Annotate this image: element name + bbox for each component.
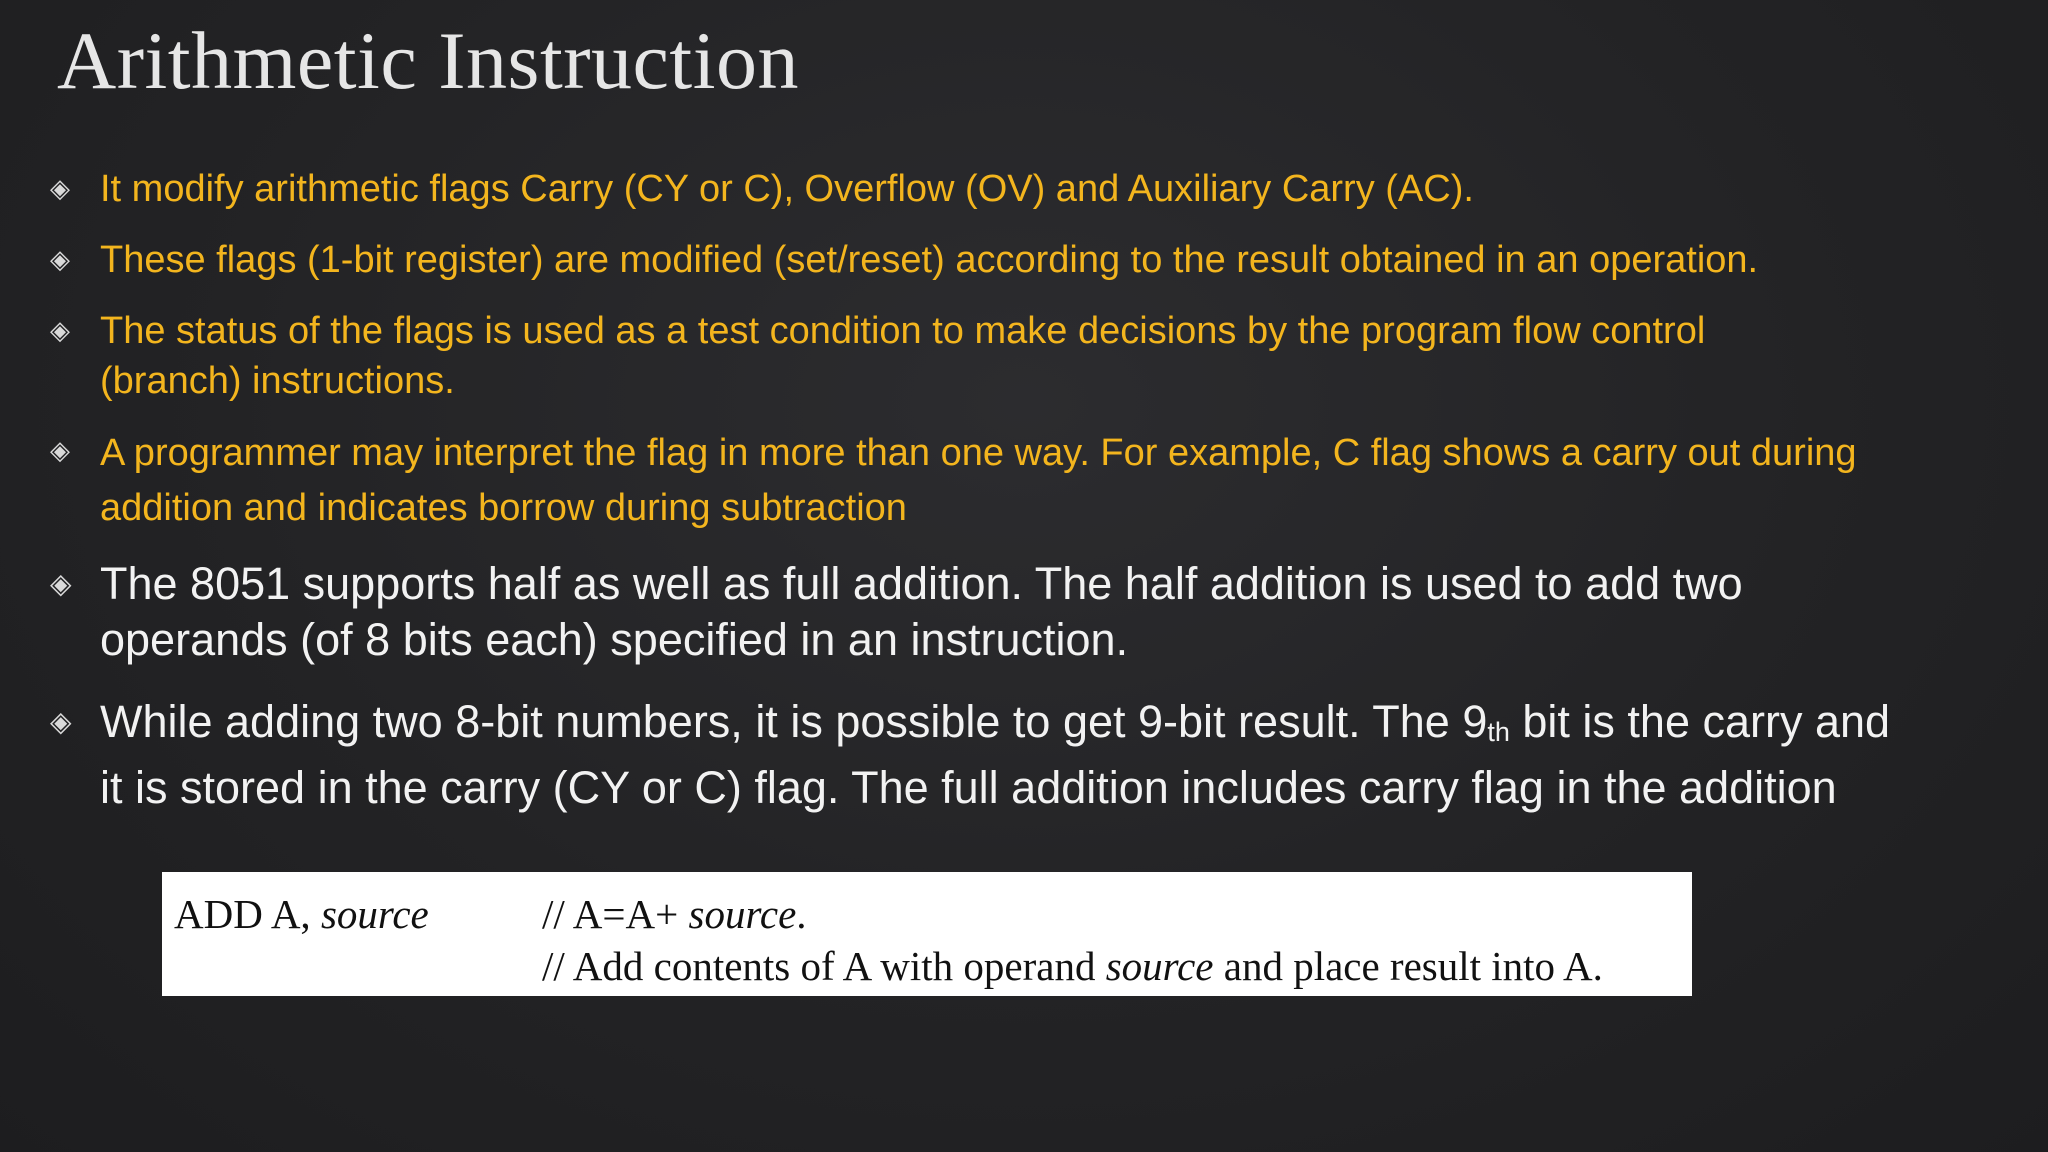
bullet-item <box>50 164 1950 214</box>
bullet-text: These flags (1-bit register) are modified (set/reset) according to the result obtained in an operation. <box>100 239 1759 281</box>
instruction-comment-1: // A=A+ source. <box>542 891 807 937</box>
bullet-text: While adding two 8-bit numbers, it is possible to get 9-bit result. The 9th bit is the carry and it is stored in the carry (CY or C) flag. The full addition includes carry flag in the addition <box>100 696 1891 813</box>
bullet-text: The status of the flags is used as a test condition to make decisions by the program flow control (branch) instructions. <box>100 310 1706 402</box>
bullet-item <box>50 306 1850 406</box>
instruction-syntax: ADD A, source <box>174 891 429 937</box>
diamond-bullet-icon: ◈ <box>50 436 70 466</box>
diamond-bullet-icon: ◈ <box>50 316 70 346</box>
bullet-item <box>50 694 1900 816</box>
diamond-bullet-icon: ◈ <box>50 174 70 204</box>
diamond-bullet-icon: ◈ <box>50 567 72 600</box>
bullet-item <box>50 556 1850 668</box>
bullet-text: The 8051 supports half as well as full addition. The half addition is used to add two operands (of 8 bits each) specified in an instruction. <box>100 558 1743 665</box>
bullet-item <box>50 426 1890 536</box>
diamond-bullet-icon: ◈ <box>50 705 72 738</box>
slide-title: Arithmetic Instruction <box>57 15 799 106</box>
instruction-comment-2: // Add contents of A with operand source and place result into A. <box>542 943 1603 989</box>
diamond-bullet-icon: ◈ <box>50 245 70 275</box>
code-example-box <box>162 872 1692 996</box>
bullet-text: It modify arithmetic flags Carry (CY or C), Overflow (OV) and Auxiliary Carry (AC). <box>100 168 1474 210</box>
bullet-item <box>50 235 1950 285</box>
bullet-text: A programmer may interpret the flag in more than one way. For example, C flag shows a carry out during addition and indicates borrow during subtraction <box>100 432 1857 529</box>
